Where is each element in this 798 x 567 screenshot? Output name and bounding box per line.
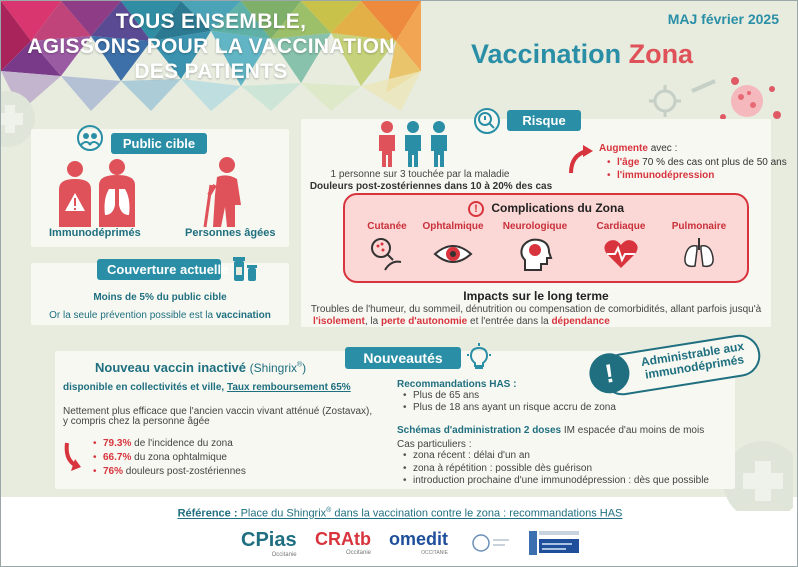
cratb-logo-sub: Occitanie — [345, 550, 371, 556]
omedit-logo — [389, 529, 448, 556]
reference-line[interactable] — [1, 507, 798, 520]
stat-value: 66.7% — [103, 452, 132, 463]
complications-title — [345, 201, 747, 217]
skin-lens-icon — [367, 236, 407, 272]
cas-title: Cas particuliers : — [397, 439, 472, 450]
item-rest: 70 % des cas ont plus de 50 ans — [642, 157, 787, 168]
list-item: • zona à répétition : possible dès guérison — [401, 463, 709, 476]
main-title — [471, 39, 693, 70]
schema-rest: IM espacée d'au moins de mois — [563, 425, 705, 436]
item-bold: l'immunodépression — [617, 170, 715, 181]
complication-item — [581, 221, 661, 272]
decrease-arrow-icon — [63, 441, 83, 473]
stat-value: 79.3% — [103, 438, 132, 449]
stat-text: de l'incidence du zona — [134, 438, 233, 449]
couverture-line2 — [31, 310, 289, 321]
list-item — [91, 437, 246, 451]
risque-stat: 1 personne sur 3 touchée par la maladie — [330, 169, 510, 180]
impact-text: , la — [364, 316, 379, 327]
list-item: • zona récent : délai d'un an — [401, 450, 709, 463]
complication-label: Neurologique — [502, 221, 568, 232]
recos-title: Recommandations HAS : — [397, 379, 517, 390]
header-title-line: TOUS ENSEMBLE, — [115, 10, 307, 33]
lightbulb-icon — [467, 343, 491, 371]
couverture-bold: vaccination — [215, 310, 271, 321]
complication-item — [495, 221, 575, 272]
list-item — [605, 156, 787, 169]
alert-icon: ! — [468, 201, 484, 217]
elderly-person-icon — [197, 155, 253, 229]
heart-icon — [601, 236, 641, 272]
cpias-logo — [241, 529, 297, 558]
vaccin-dispo — [63, 382, 351, 393]
cpias-logo-sub: Occitanie — [271, 552, 297, 558]
reference-text: dans la vaccination contre le zona : recommandations HAS — [334, 507, 623, 520]
badge-text: Administrable aux immunodéprimés — [639, 339, 745, 382]
list-item: • Plus de 18 ans ayant un risque accru de zona — [401, 402, 616, 414]
risk-search-icon — [473, 107, 501, 135]
stat-text: du zona ophtalmique — [134, 452, 227, 463]
couverture-text: Or la seule prévention possible est la — [49, 310, 214, 321]
recos-list — [401, 390, 616, 414]
stat-value: 76% — [103, 466, 124, 477]
list-item: • introduction prochaine d'une immunodépression : dès que possible — [401, 475, 709, 488]
nouveautes-label: Nouveautés — [345, 347, 461, 369]
omedit-logo-sub: OCCITANIE — [421, 550, 449, 556]
main-title-text: Vaccination — [471, 39, 622, 69]
public-cible-label: Public cible — [111, 133, 207, 154]
group-label: Personnes âgées — [185, 227, 276, 239]
item-bold: l'âge — [617, 157, 640, 168]
couverture-label: Couverture actuelle — [97, 259, 221, 280]
complication-label: Cardiaque — [596, 221, 646, 232]
omedit-logo-text: omedit — [389, 529, 449, 549]
impact-dependance: dépendance — [551, 316, 610, 327]
eye-icon — [431, 236, 475, 272]
target-group-icon — [75, 123, 105, 153]
partner-logo-icon — [471, 531, 511, 555]
cratb-logo — [315, 529, 371, 556]
vaccin-close: ) — [302, 361, 307, 375]
brain-head-icon — [515, 236, 555, 272]
impacts-title: Impacts sur le long terme — [463, 289, 609, 303]
cas-list — [401, 450, 709, 488]
increase-arrow-icon — [567, 143, 595, 177]
augmente-line — [599, 143, 677, 154]
registered-mark: ® — [326, 507, 332, 514]
efficace-line2: y compris chez la personne âgée — [63, 416, 210, 427]
complication-label: Ophtalmique — [422, 221, 484, 232]
impact-isolement: l'isolement — [313, 316, 365, 327]
impacts-line1: Troubles de l'humeur, du sommeil, dénutrition ou compensation de comorbidités, allant parfois jusqu'à — [310, 304, 762, 315]
vaccination-center-logo-icon — [529, 529, 581, 557]
cratb-logo-text: CRAtb — [315, 529, 371, 549]
people-icon — [373, 121, 453, 167]
vaccin-brand: (Shingrix — [249, 361, 297, 375]
immunodeprimes-icon — [53, 159, 145, 229]
update-date: MAJ février 2025 — [667, 11, 779, 27]
couverture-line1: Moins de 5% du public cible — [93, 292, 227, 303]
complications-box — [343, 193, 749, 283]
reference-text: Place du Shingrix — [240, 507, 327, 520]
list-item — [91, 465, 246, 479]
group-label: Immunodéprimés — [49, 227, 141, 239]
header-title-line: AGISSONS POUR LA VACCINATION — [27, 35, 395, 58]
header-title — [1, 9, 421, 84]
vaccine-vial-icon — [231, 253, 259, 283]
complications-title-text: Complications du Zona — [491, 201, 624, 216]
reference-label: Référence : — [177, 507, 238, 520]
exclamation-icon: ! — [587, 350, 633, 396]
registered-mark: ® — [297, 361, 303, 369]
dispo-text: disponible en collectivités et ville, — [63, 382, 225, 393]
vaccin-title — [95, 360, 306, 375]
cpias-logo-text: CPias — [241, 529, 297, 551]
schema-line — [397, 425, 704, 436]
impact-autonomie: perte d'autonomie — [380, 316, 468, 327]
risque-douleurs: Douleurs post-zostériennes dans 10 à 20% des cas — [309, 181, 553, 192]
vaccin-title-text: Nouveau vaccin inactivé — [95, 360, 247, 375]
complication-item — [413, 221, 493, 272]
list-item: • Plus de 65 ans — [401, 390, 616, 402]
list-item — [605, 169, 787, 182]
efficace-line1: Nettement plus efficace que l'ancien vaccin vivant atténué (Zostavax), — [63, 406, 373, 417]
efficacy-stats-list — [91, 437, 246, 479]
complication-label: Cutanée — [367, 221, 407, 232]
main-title-accent: Zona — [628, 39, 694, 69]
impact-text: et l'entrée dans la — [470, 316, 549, 327]
augmente-list — [605, 156, 787, 182]
impacts-line2 — [313, 316, 610, 327]
augmente-bold: Augmente — [599, 143, 648, 154]
complication-item — [659, 221, 739, 272]
augmente-rest: avec : — [650, 143, 678, 154]
schema-bold: Schémas d'administration 2 doses — [397, 425, 562, 436]
header-title-line: DES PATIENTS — [134, 60, 288, 83]
lungs-icon — [679, 236, 719, 272]
remboursement-link[interactable]: Taux remboursement 65% — [226, 382, 351, 393]
complication-label: Pulmonaire — [671, 221, 727, 232]
stat-text: douleurs post-zostériennes — [125, 466, 246, 477]
risque-label: Risque — [507, 110, 581, 131]
list-item — [91, 451, 246, 465]
